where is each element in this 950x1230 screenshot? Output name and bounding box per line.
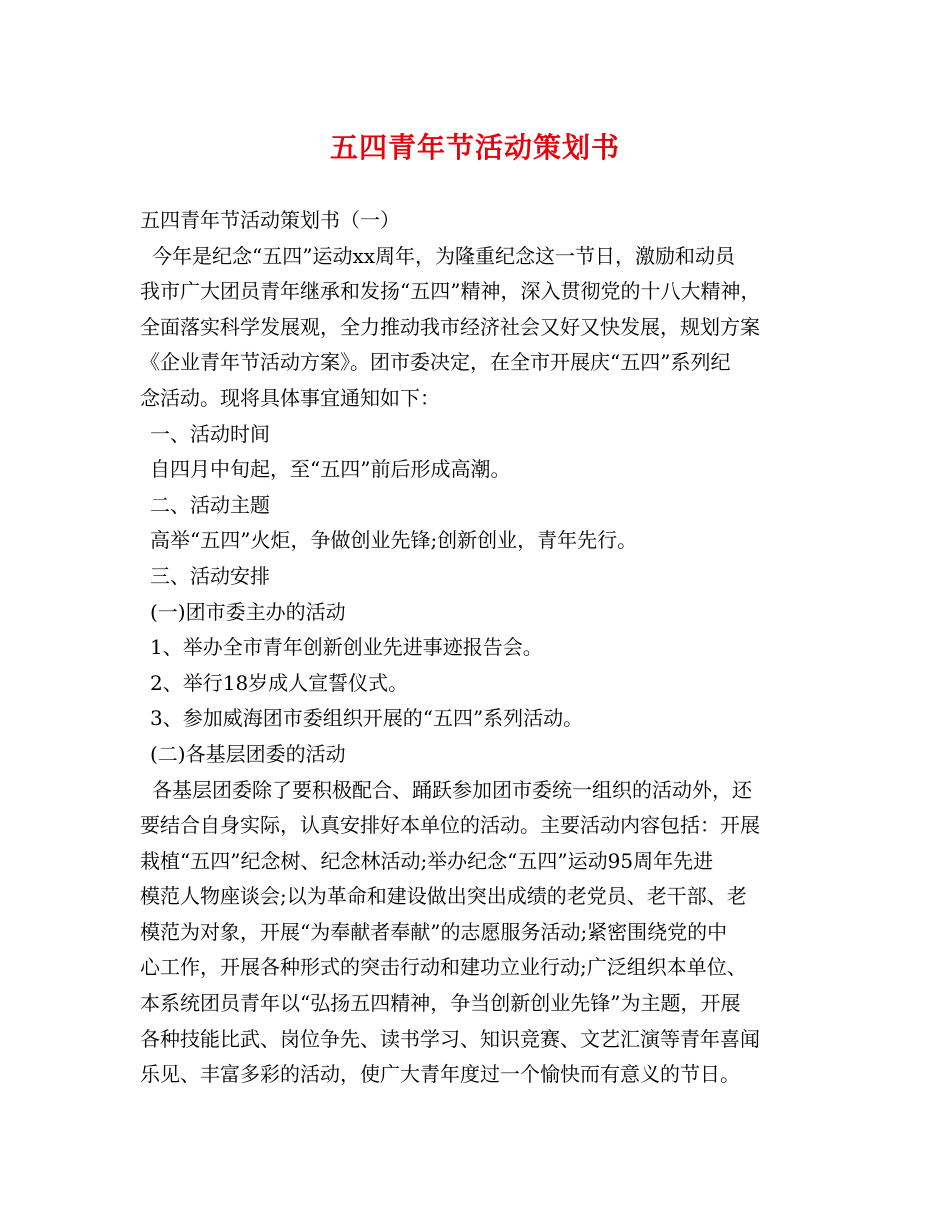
paragraph-line: 各种技能比武、岗位争先、读书学习、知识竞赛、文艺汇演等青年喜闻 (140, 1026, 760, 1051)
section-heading-1: 五四青年节活动策划书（一） (140, 208, 400, 232)
paragraph-line: 本系统团员青年以“弘扬五四精神，争当创新创业先锋”为主题，开展 (140, 991, 741, 1016)
subsection-heading: (一)团市委主办的活动 (150, 599, 346, 624)
paragraph-line: 模范为对象，开展“为奉献者奉献”的志愿服务活动;紧密围绕党的中 (140, 919, 728, 944)
paragraph-line: 高举“五四”火炬，争做创业先锋;创新创业，青年先行。 (150, 528, 638, 553)
paragraph-line: 全面落实科学发展观，全力推动我市经济社会又好又快发展，规划方案 (140, 314, 760, 339)
paragraph-line: 乐见、丰富多彩的活动，使广大青年度过一个愉快而有意义的节日。 (140, 1062, 740, 1087)
section-heading: 一、活动时间 (150, 421, 270, 446)
paragraph-line: 要结合自身实际，认真安排好本单位的活动。主要活动内容包括：开展 (140, 813, 760, 838)
paragraph-line: 今年是纪念“五四”运动xx周年，为隆重纪念这一节日，激励和动员 (152, 243, 736, 268)
paragraph-line: 《企业青年节活动方案》。团市委决定，在全市开展庆“五四”系列纪 (140, 350, 731, 375)
list-item: 2、举行18岁成人宣誓仪式。 (150, 670, 409, 695)
paragraph-line: 自四月中旬起，至“五四”前后形成高潮。 (150, 457, 511, 482)
paragraph-line: 栽植“五四”纪念树、纪念林活动;举办纪念“五四”运动95周年先进 (140, 848, 714, 873)
paragraph-line: 模范人物座谈会;以为革命和建设做出突出成绩的老党员、老干部、老 (140, 884, 747, 909)
subsection-heading: (二)各基层团委的活动 (150, 741, 346, 766)
list-item: 3、参加威海团市委组织开展的“五四”系列活动。 (150, 706, 584, 731)
paragraph-line: 心工作，开展各种形式的突击行动和建功立业行动;广泛组织本单位、 (140, 955, 747, 980)
paragraph-line: 念活动。现将具体事宜通知如下： (140, 385, 440, 410)
paragraph-line: 我市广大团员青年继承和发扬“五四”精神，深入贯彻党的十八大精神， (140, 279, 761, 304)
document-title: 五四青年节活动策划书 (329, 131, 620, 164)
section-heading: 三、活动安排 (150, 563, 270, 588)
section-heading: 二、活动主题 (150, 492, 270, 517)
paragraph-line: 各基层团委除了要积极配合、踊跃参加团市委统一组织的活动外，还 (152, 777, 752, 802)
document-body (140, 203, 820, 1093)
list-item: 1、举办全市青年创新创业先进事迹报告会。 (150, 635, 543, 660)
